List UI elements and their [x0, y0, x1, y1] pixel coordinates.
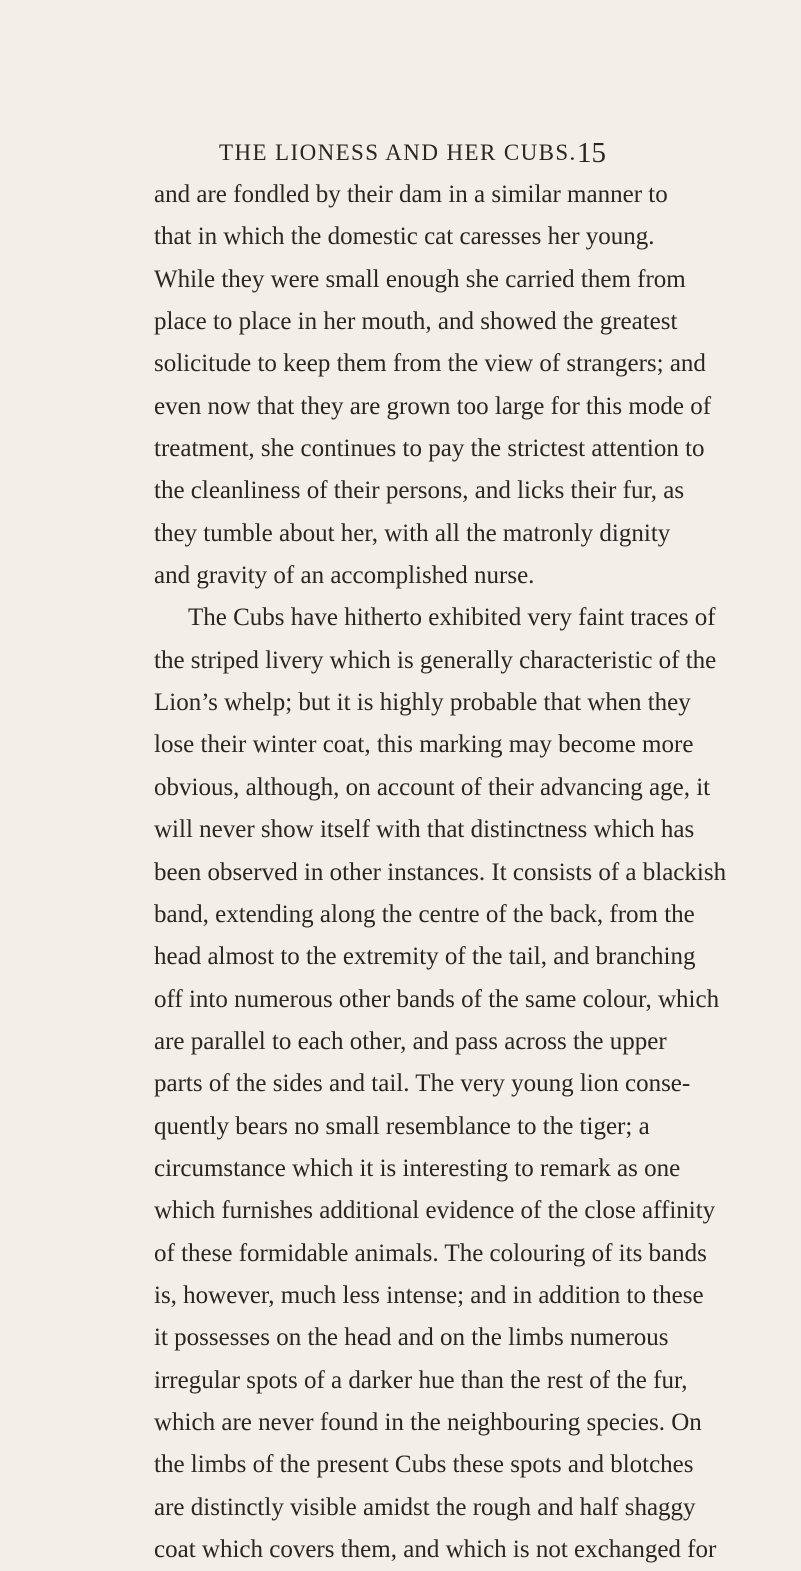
text-line: irregular spots of a darker hue than the rest of the fur, — [154, 1366, 688, 1394]
text-line: it possesses on the head and on the limbs numerous — [154, 1324, 669, 1352]
text-line: which are never found in the neighbouring species. On — [154, 1408, 702, 1436]
text-line: The Cubs have hitherto exhibited very faint traces of — [188, 604, 716, 632]
text-line: even now that they are grown too large for this mode of — [154, 392, 712, 420]
running-title: THE LIONESS AND HER CUBS. — [219, 140, 577, 165]
text-line: quently bears no small resemblance to the tiger; a — [154, 1112, 650, 1140]
text-line: of these formidable animals. The colouring of its bands — [154, 1239, 707, 1267]
text-line: are distinctly visible amidst the rough and half shaggy — [154, 1493, 696, 1521]
text-line: is, however, much less intense; and in addition to these — [154, 1281, 704, 1309]
page-header — [0, 136, 801, 170]
text-line: head almost to the extremity of the tail, and branching — [154, 943, 696, 971]
text-line: are parallel to each other, and pass across the upper — [154, 1027, 667, 1055]
text-line: band, extending along the centre of the back, from the — [154, 900, 695, 928]
text-line: and are fondled by their dam in a similar manner to — [154, 181, 668, 208]
text-line: which furnishes additional evidence of the close affinity — [154, 1197, 716, 1225]
text-line: that in which the domestic cat caresses her young. — [154, 223, 655, 251]
text-line: lose their winter coat, this marking may become more — [154, 731, 694, 759]
text-line: Lion’s whelp; but it is highly probable that when they — [154, 689, 691, 717]
text-line: coat which covers them, and which is not exchanged for — [154, 1536, 717, 1563]
text-line: solicitude to keep them from the view of strangers; and — [154, 350, 706, 378]
text-line: and gravity of an accomplished nurse. — [154, 562, 535, 590]
text-line: been observed in other instances. It consists of a blackish — [154, 858, 727, 886]
text-line: While they were small enough she carried them from — [154, 265, 686, 293]
text-line: the cleanliness of their persons, and licks their fur, as — [154, 477, 685, 505]
text-line: they tumble about her, with all the matronly dignity — [154, 519, 671, 547]
text-line: the limbs of the present Cubs these spots and blotches — [154, 1451, 694, 1479]
text-line: will never show itself with that distinctness which has — [154, 816, 695, 844]
text-line: the striped livery which is generally characteristic of the — [154, 646, 717, 674]
text-line: circumstance which it is interesting to remark as one — [154, 1154, 681, 1182]
text-line: place to place in her mouth, and showed the greatest — [154, 308, 678, 336]
page-number: 15 — [577, 137, 606, 169]
text-line: off into numerous other bands of the same colour, which — [154, 985, 720, 1013]
text-line: parts of the sides and tail. The very young lion conse- — [154, 1070, 691, 1098]
text-line: obvious, although, on account of their advancing age, it — [154, 773, 711, 801]
text-line: treatment, she continues to pay the strictest attention to — [154, 435, 705, 463]
body-text — [154, 174, 727, 1571]
